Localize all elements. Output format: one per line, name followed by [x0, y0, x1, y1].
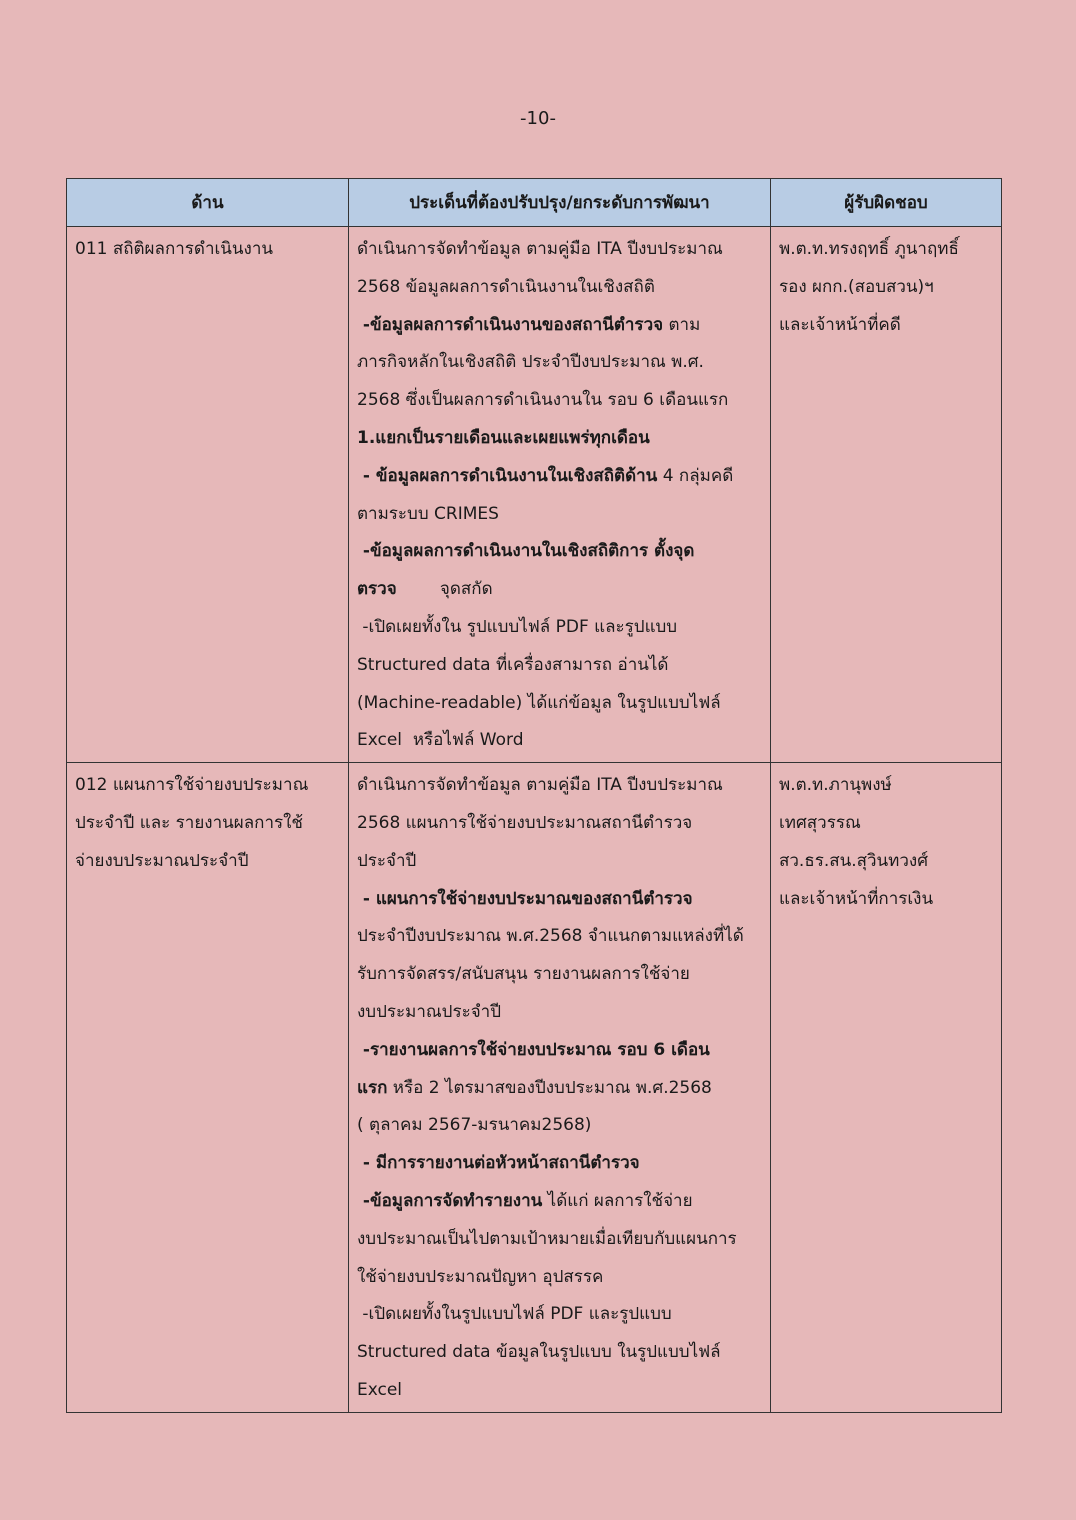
issue-text: -เปิดเผยทั้งในรูปแบบไฟล์ PDF และรูปแบบ: [357, 1304, 672, 1325]
issues-cell: [349, 763, 771, 1413]
issue-line: [357, 231, 762, 269]
issue-text: รับการจัดสรร/สนับสนุน รายงานผลการใช้จ่าย: [357, 964, 690, 985]
issue-text: หรือ 2 ไตรมาสของปีงบประมาณ พ.ศ.2568: [387, 1077, 712, 1098]
issue-text: ( ตุลาคม 2567-มรนาคม2568): [357, 1115, 592, 1136]
header-responsible: ผู้รับผิดชอบ: [771, 179, 1002, 227]
responsible-line: และเจ้าหน้าที่คดี: [779, 314, 901, 335]
issue-line: [357, 722, 762, 760]
issue-text: -เปิดเผยทั้งใน รูปแบบไฟล์ PDF และรูปแบบ: [357, 616, 678, 637]
issue-text: Excel หรือไฟล์ Word: [357, 730, 524, 751]
issue-line: [357, 458, 762, 496]
issue-line: [357, 1032, 762, 1070]
issue-line: [357, 918, 762, 956]
issue-text: งบประมาณประจำปี: [357, 1001, 502, 1022]
issue-line: [357, 1296, 762, 1334]
issue-line: [357, 685, 762, 723]
area-line: 011 สถิติผลการดำเนินงาน: [75, 239, 274, 259]
area-cell: [67, 763, 349, 1413]
page-number: -10-: [520, 108, 556, 129]
issue-text: ดำเนินการจัดทำข้อมูล ตามคู่มือ ITA ปีงบประมาณ: [357, 775, 723, 796]
issue-text: 2568 ซึ่งเป็นผลการดำเนินงานใน รอบ 6 เดือนแรก: [357, 390, 729, 411]
issue-text: Structured data ที่เครื่องสามารถ อ่านได้: [357, 654, 669, 675]
issue-line: [357, 647, 762, 685]
issue-line: [357, 307, 762, 345]
issue-line: [357, 843, 762, 881]
issue-text-bold: -รายงานผลการใช้จ่ายงบประมาณ รอบ 6 เดือน: [357, 1039, 710, 1060]
responsible-line: รอง ผกก.(สอบสวน)ฯ: [779, 276, 934, 297]
issue-text-bold: แรก: [357, 1077, 388, 1098]
header-area: ด้าน: [67, 179, 349, 227]
issue-line: [357, 609, 762, 647]
issue-line: [357, 1334, 762, 1372]
responsible-line: เทศสุวรรณ: [779, 812, 861, 833]
table-row: [67, 227, 1002, 763]
responsible-line: พ.ต.ท.ภานุพงษ์: [779, 775, 892, 796]
issue-line: [357, 767, 762, 805]
responsible-cell: [771, 763, 1002, 1413]
issue-text: ตาม: [663, 314, 701, 335]
issues-cell: [349, 227, 771, 763]
issue-text: ประจำปี: [357, 850, 417, 871]
issue-text: ภารกิจหลักในเชิงสถิติ ประจำปีงบประมาณ พ.ศ.: [357, 352, 704, 373]
area-line: จ่ายงบประมาณประจำปี: [75, 850, 249, 871]
issue-text-bold: 1.แยกเป็นรายเดือนและเผยแพร่ทุกเดือน: [357, 427, 650, 448]
issue-text-bold: - มีการรายงานต่อหัวหน้าสถานีตำรวจ: [357, 1153, 640, 1174]
issue-line: [357, 1145, 762, 1183]
issue-line: [357, 1183, 762, 1221]
issue-line: [357, 1221, 762, 1259]
issue-text-bold: - ข้อมูลผลการดำเนินงานในเชิงสถิติด้าน: [357, 465, 658, 486]
table-row: [67, 763, 1002, 1413]
issue-text-bold: -ข้อมูลผลการดำเนินงานในเชิงสถิติการ ตั้งจุด: [357, 541, 695, 562]
issue-line: [357, 571, 762, 609]
issue-line: [357, 1372, 762, 1410]
issue-text: (Machine-readable) ได้แก่ข้อมูล ในรูปแบบไฟล์: [357, 692, 721, 713]
improvement-table: [66, 178, 1002, 1413]
issue-text: 2568 ข้อมูลผลการดำเนินงานในเชิงสถิติ: [357, 276, 655, 297]
issue-line: [357, 956, 762, 994]
issue-text: ใช้จ่ายงบประมาณปัญหา อุปสรรค: [357, 1266, 604, 1287]
issue-text: ได้แก่ ผลการใช้จ่าย: [542, 1190, 693, 1211]
issue-text: จุดสกัด: [396, 579, 493, 600]
responsible-cell: [771, 227, 1002, 763]
table-body: [67, 227, 1002, 1413]
issue-text: 2568 แผนการใช้จ่ายงบประมาณสถานีตำรวจ: [357, 812, 693, 833]
header-issues: ประเด็นที่ต้องปรับปรุง/ยกระดับการพัฒนา: [349, 179, 771, 227]
issue-text-bold: - แผนการใช้จ่ายงบประมาณของสถานีตำรวจ: [357, 888, 693, 909]
issue-text: 4 กลุ่มคดี: [657, 465, 734, 486]
issue-text: ตามระบบ CRIMES: [357, 503, 499, 524]
issue-text: Excel: [357, 1379, 403, 1400]
issue-line: [357, 496, 762, 534]
issue-line: [357, 881, 762, 919]
area-cell: [67, 227, 349, 763]
area-line: 012 แผนการใช้จ่ายงบประมาณ: [75, 775, 309, 796]
responsible-line: และเจ้าหน้าที่การเงิน: [779, 888, 934, 909]
issue-line: [357, 994, 762, 1032]
responsible-line: สว.ธร.สน.สุวินทวงศ์: [779, 850, 929, 871]
issue-line: [357, 805, 762, 843]
issue-line: [357, 382, 762, 420]
issue-line: [357, 1107, 762, 1145]
issue-text-bold: -ข้อมูลผลการดำเนินงานของสถานีตำรวจ: [357, 314, 664, 335]
issue-text: ดำเนินการจัดทำข้อมูล ตามคู่มือ ITA ปีงบประมาณ: [357, 239, 723, 259]
issue-line: [357, 344, 762, 382]
issue-line: [357, 533, 762, 571]
issue-line: [357, 269, 762, 307]
responsible-line: พ.ต.ท.ทรงฤทธิ์ ภูนาฤทธิ์: [779, 239, 959, 259]
issue-text-bold: -ข้อมูลการจัดทำรายงาน: [357, 1190, 543, 1211]
table-header-row: [67, 179, 1002, 227]
issue-line: [357, 1259, 762, 1297]
issue-text: ประจำปีงบประมาณ พ.ศ.2568 จำแนกตามแหล่งที่ได้: [357, 926, 744, 947]
issue-line: [357, 420, 762, 458]
issue-text-bold: ตรวจ: [357, 579, 397, 600]
issue-line: [357, 1070, 762, 1108]
issue-text: Structured data ข้อมูลในรูปแบบ ในรูปแบบไฟล์: [357, 1342, 721, 1363]
area-line: ประจำปี และ รายงานผลการใช้: [75, 812, 303, 833]
issue-text: งบประมาณเป็นไปตามเป้าหมายเมื่อเทียบกับแผนการ: [357, 1228, 737, 1249]
